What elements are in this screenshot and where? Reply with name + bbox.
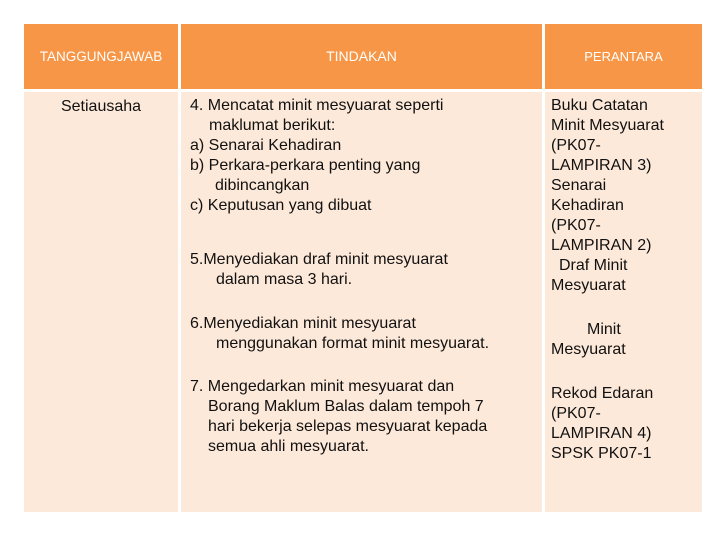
media-1-line-1: Buku Catatan [551, 97, 648, 114]
media-3-line-1: Rekod Edaran [551, 385, 654, 402]
action-item-6 [190, 314, 536, 354]
action-4-line-1: 4. Mencatat minit mesyuarat seperti [190, 97, 444, 114]
action-5-line-1: 5.Menyediakan draf minit mesyuarat [190, 251, 448, 268]
media-3-line-2: (PK07- [551, 405, 601, 422]
role-cell [24, 92, 178, 512]
media-1-line-5: Senarai [551, 177, 607, 194]
media-1-line-10: Mesyuarat [551, 277, 626, 294]
action-7-line-3: hari bekerja selepas mesyuarat kepada [208, 418, 488, 435]
procedure-table [24, 24, 696, 509]
media-3-line-4: SPSK PK07-1 [551, 445, 652, 462]
role-value: Setiausaha [60, 98, 142, 115]
action-5-line-2: dalam masa 3 hari. [216, 271, 353, 288]
header-tindakan-label: TINDAKAN [326, 48, 397, 64]
media-1-line-9: Draf Minit [559, 257, 628, 274]
media-2-line-2: Mesyuarat [551, 341, 626, 358]
action-7-line-4: semua ahli mesyuarat. [208, 438, 369, 455]
media-1-line-8: LAMPIRAN 2) [551, 237, 652, 254]
media-item-3 [551, 384, 698, 464]
media-1-line-6: Kehadiran [551, 197, 624, 214]
media-3-line-3: LAMPIRAN 4) [551, 425, 652, 442]
header-tanggungjawab-label: TANGGUNGJAWAB [39, 49, 163, 64]
header-perantara-label: PERANTARA [584, 49, 663, 64]
action-item-4 [190, 96, 536, 216]
media-cell [545, 92, 702, 512]
actions-cell [181, 92, 542, 512]
header-perantara [545, 24, 702, 89]
action-item-5 [190, 250, 536, 290]
action-item-7 [190, 377, 536, 457]
media-2-line-1: Minit [587, 321, 621, 338]
action-4-line-4: b) Perkara-perkara penting yang [190, 157, 421, 174]
header-tindakan [181, 24, 542, 89]
action-7-line-2: Borang Maklum Balas dalam tempoh 7 [208, 398, 484, 415]
action-6-line-1: 6.Menyediakan minit mesyuarat [190, 315, 416, 332]
media-1-line-7: (PK07- [551, 217, 601, 234]
header-tanggungjawab [24, 24, 178, 89]
media-1-line-3: (PK07- [551, 137, 601, 154]
media-1-line-4: LAMPIRAN 3) [551, 157, 652, 174]
action-4-line-6: c) Keputusan yang dibuat [190, 197, 372, 214]
media-1-line-2: Minit Mesyuarat [551, 117, 664, 134]
action-4-line-3: a) Senarai Kehadiran [190, 137, 342, 154]
action-4-line-5: dibincangkan [215, 177, 310, 194]
media-item-2 [551, 320, 698, 360]
action-6-line-2: menggunakan format minit mesyuarat. [216, 335, 490, 352]
action-4-line-2: maklumat berikut: [209, 117, 336, 134]
action-7-line-1: 7. Mengedarkan minit mesyuarat dan [190, 378, 455, 395]
media-item-1 [551, 96, 698, 296]
